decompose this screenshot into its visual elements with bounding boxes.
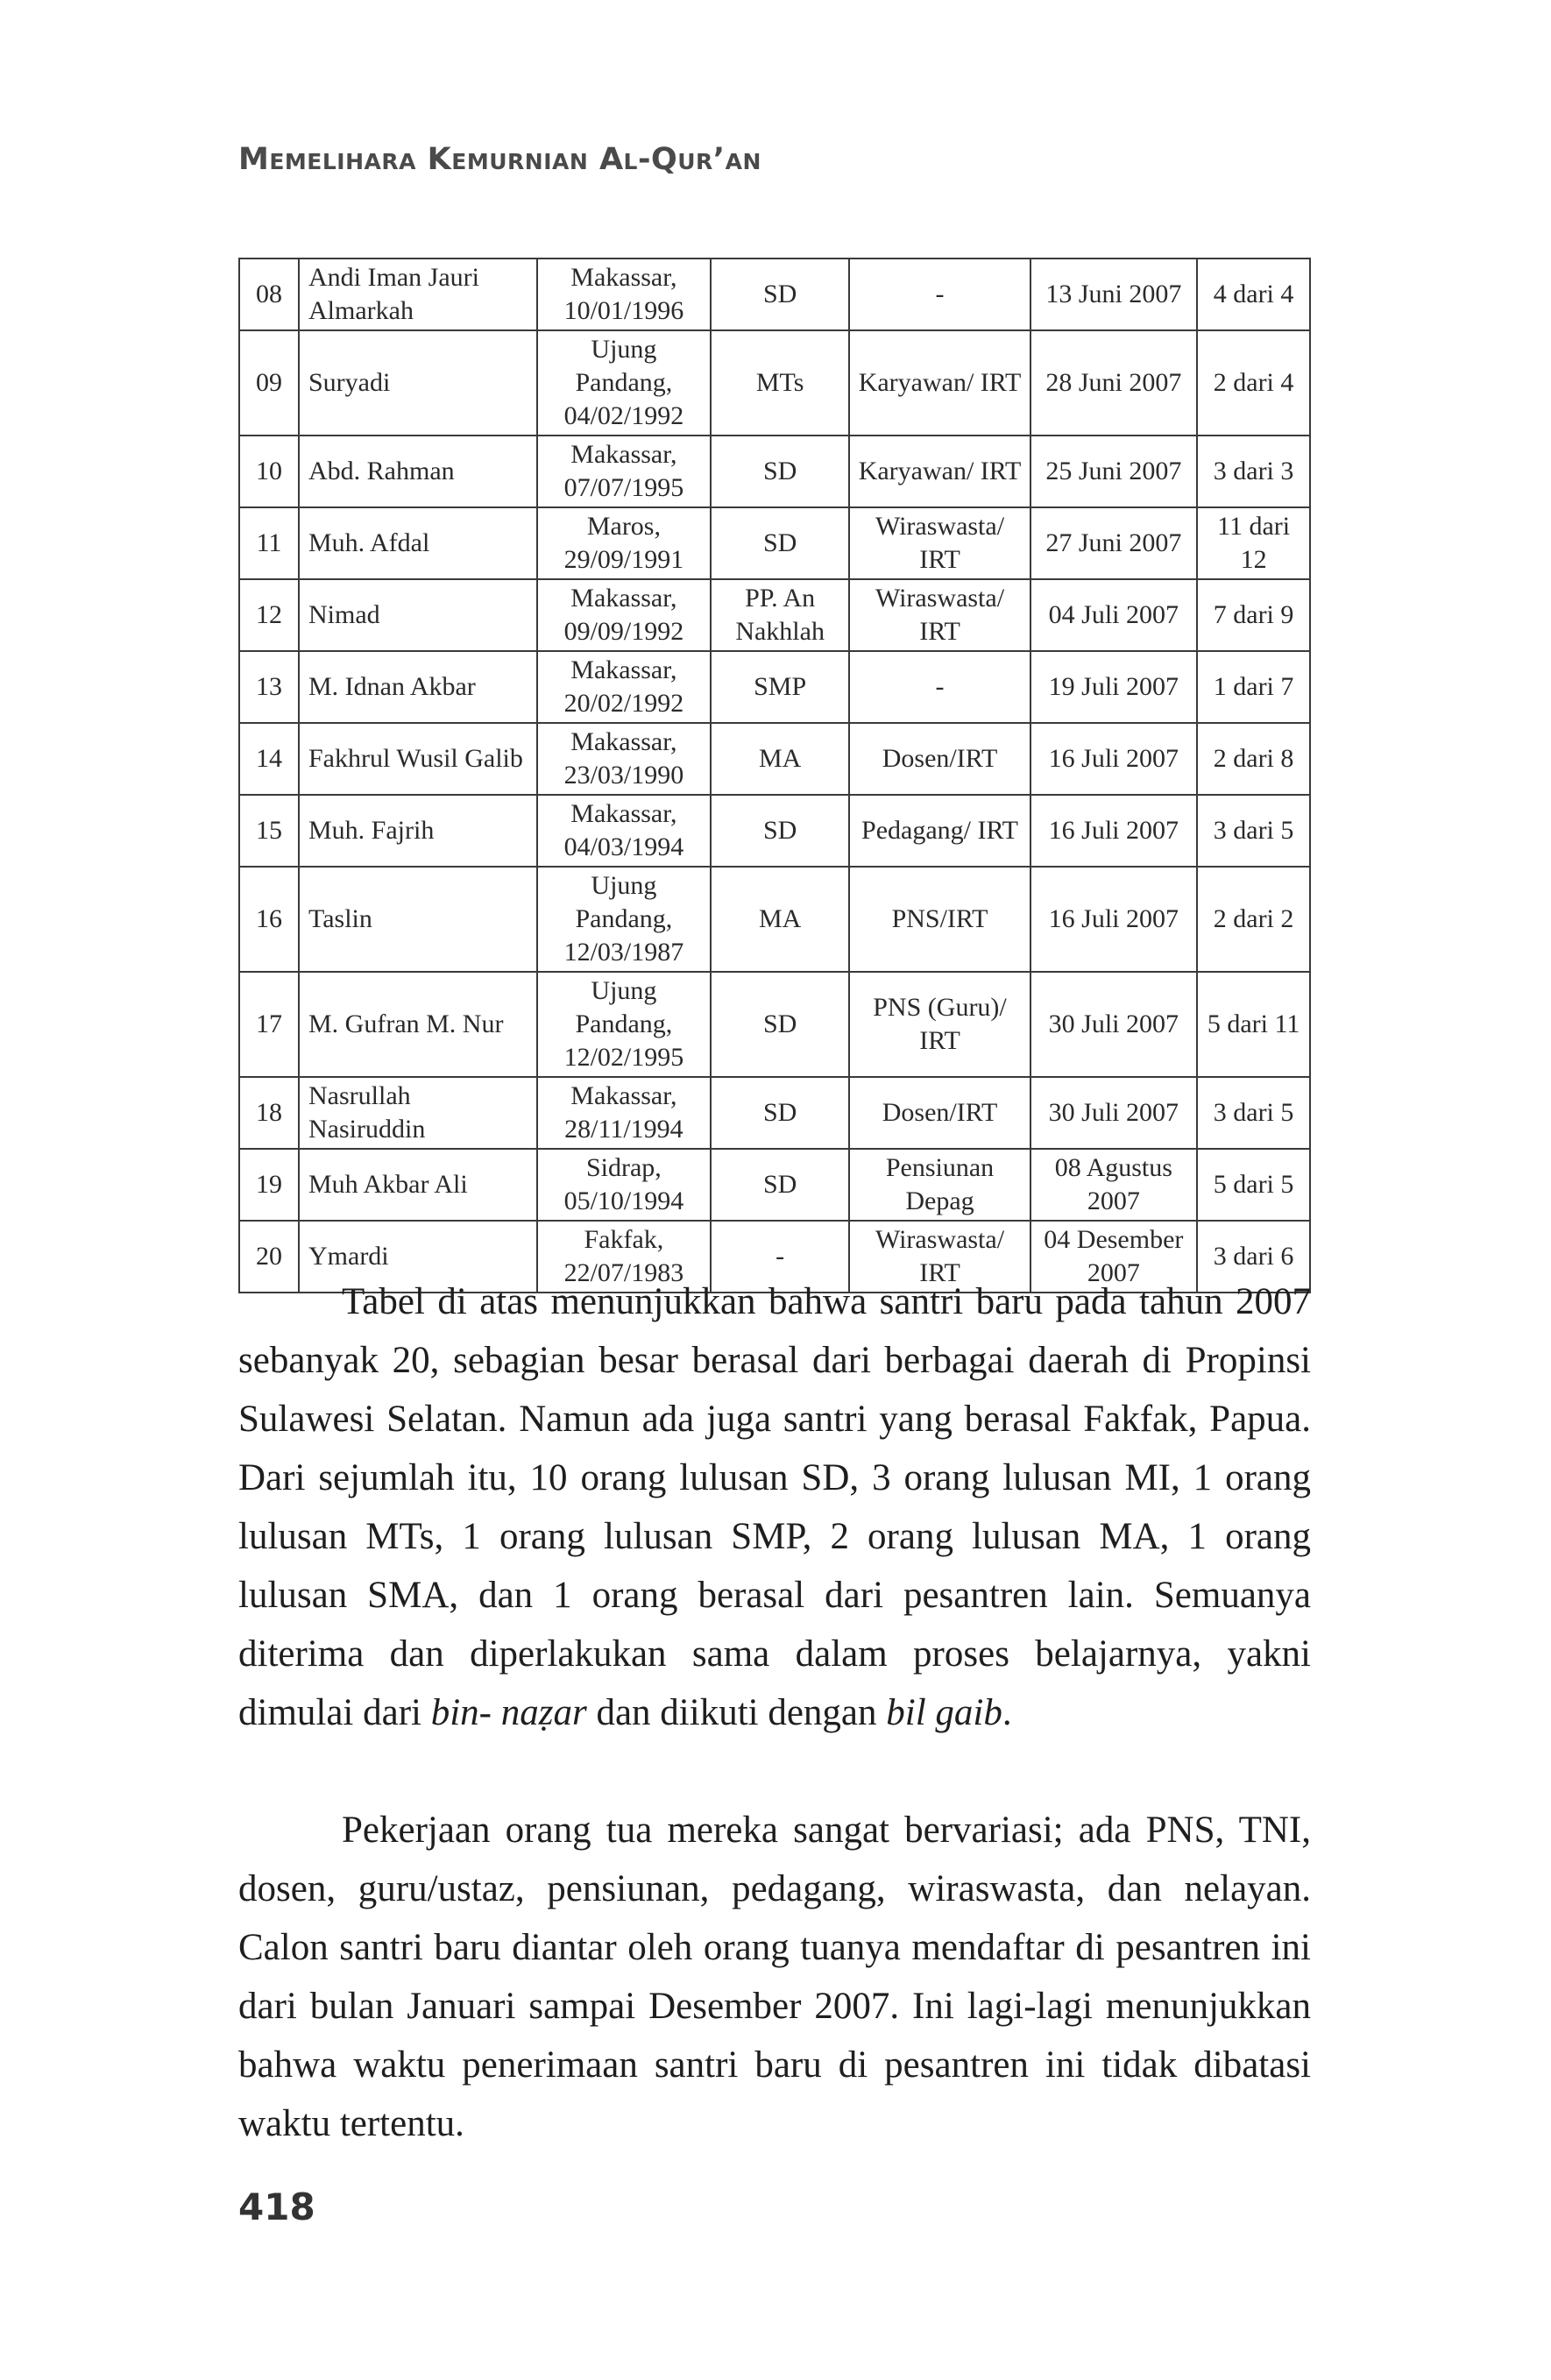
registration-date-cell: 27 Juni 2007 (1030, 507, 1198, 579)
education-cell: MA (711, 867, 850, 972)
table-row (239, 651, 1310, 723)
registration-date-cell: 30 Juli 2007 (1030, 972, 1198, 1077)
parent-occupation-cell: PNS (Guru)/ IRT (849, 972, 1030, 1077)
row-number-cell: 19 (239, 1149, 299, 1221)
parent-occupation-cell: PNS/IRT (849, 867, 1030, 972)
table-body (239, 259, 1310, 1293)
registration-date-cell: 28 Juni 2007 (1030, 330, 1198, 436)
child-order-cell: 3 dari 6 (1197, 1221, 1310, 1293)
student-name-cell: Muh. Afdal (299, 507, 537, 579)
table-row (239, 795, 1310, 867)
paragraph-1 (238, 1272, 1311, 1742)
student-name-cell: Fakhrul Wusil Galib (299, 723, 537, 795)
parent-occupation-cell: Dosen/IRT (849, 723, 1030, 795)
table-row (239, 436, 1310, 507)
education-cell: SD (711, 795, 850, 867)
student-name-cell: Abd. Rahman (299, 436, 537, 507)
student-name-cell: Andi Iman Jauri Almarkah (299, 259, 537, 330)
table-row (239, 259, 1310, 330)
birth-place-date-cell: Makassar, 10/01/1996 (537, 259, 711, 330)
parent-occupation-cell: - (849, 651, 1030, 723)
row-number-cell: 18 (239, 1077, 299, 1149)
registration-date-cell: 13 Juni 2007 (1030, 259, 1198, 330)
education-cell: SD (711, 972, 850, 1077)
education-cell: SD (711, 1149, 850, 1221)
student-name-cell: Nimad (299, 579, 537, 651)
page-number: 418 (238, 2185, 315, 2228)
term-bin-nazar: bin- naẓar (430, 1692, 587, 1733)
parent-occupation-cell: Karyawan/ IRT (849, 436, 1030, 507)
parent-occupation-cell: Pensiunan Depag (849, 1149, 1030, 1221)
birth-place-date-cell: Makassar, 04/03/1994 (537, 795, 711, 867)
student-name-cell: Suryadi (299, 330, 537, 436)
row-number-cell: 12 (239, 579, 299, 651)
registration-date-cell: 08 Agustus 2007 (1030, 1149, 1198, 1221)
row-number-cell: 08 (239, 259, 299, 330)
table-row (239, 579, 1310, 651)
registration-date-cell: 04 Juli 2007 (1030, 579, 1198, 651)
parent-occupation-cell: Dosen/IRT (849, 1077, 1030, 1149)
child-order-cell: 5 dari 5 (1197, 1149, 1310, 1221)
education-cell: SD (711, 259, 850, 330)
birth-place-date-cell: Ujung Pandang, 12/03/1987 (537, 867, 711, 972)
table-row (239, 972, 1310, 1077)
row-number-cell: 13 (239, 651, 299, 723)
child-order-cell: 3 dari 3 (1197, 436, 1310, 507)
education-cell: PP. An Nakhlah (711, 579, 850, 651)
parent-occupation-cell: Wiraswasta/ IRT (849, 579, 1030, 651)
child-order-cell: 3 dari 5 (1197, 1077, 1310, 1149)
education-cell: MTs (711, 330, 850, 436)
parent-occupation-cell: Wiraswasta/ IRT (849, 1221, 1030, 1293)
child-order-cell: 2 dari 2 (1197, 867, 1310, 972)
parent-occupation-cell: - (849, 259, 1030, 330)
education-cell: SD (711, 436, 850, 507)
registration-date-cell: 04 Desember 2007 (1030, 1221, 1198, 1293)
birth-place-date-cell: Ujung Pandang, 12/02/1995 (537, 972, 711, 1077)
row-number-cell: 10 (239, 436, 299, 507)
table-row (239, 507, 1310, 579)
table-row (239, 723, 1310, 795)
parent-occupation-cell: Karyawan/ IRT (849, 330, 1030, 436)
birth-place-date-cell: Maros, 29/09/1991 (537, 507, 711, 579)
student-name-cell: M. Idnan Akbar (299, 651, 537, 723)
student-name-cell: Muh. Fajrih (299, 795, 537, 867)
registration-date-cell: 30 Juli 2007 (1030, 1077, 1198, 1149)
registration-date-cell: 25 Juni 2007 (1030, 436, 1198, 507)
child-order-cell: 7 dari 9 (1197, 579, 1310, 651)
row-number-cell: 20 (239, 1221, 299, 1293)
term-bil-gaib: bil gaib (886, 1692, 1002, 1733)
education-cell: SMP (711, 651, 850, 723)
running-header: Memelihara Kemurnian Al-Qur’an (238, 142, 761, 177)
child-order-cell: 2 dari 8 (1197, 723, 1310, 795)
row-number-cell: 17 (239, 972, 299, 1077)
table-row (239, 1149, 1310, 1221)
birth-place-date-cell: Sidrap, 05/10/1994 (537, 1149, 711, 1221)
birth-place-date-cell: Ujung Pandang, 04/02/1992 (537, 330, 711, 436)
education-cell: SD (711, 507, 850, 579)
parent-occupation-cell: Wiraswasta/ IRT (849, 507, 1030, 579)
row-number-cell: 09 (239, 330, 299, 436)
paragraph-2-text: Pekerjaan orang tua mereka sangat bervariasi; ada PNS, TNI, dosen, guru/ustaz, pensiunan, pedagang, wiraswasta, dan nelayan. Calon santri baru diantar oleh orang tuanya mendaftar di pesantren ini dari bulan Januari sampai Desember 2007. Ini lagi-lagi menunjukkan bahwa waktu penerimaan santri baru di pesantren ini tidak dibatasi waktu tertentu. (238, 1810, 1311, 2144)
parent-occupation-cell: Pedagang/ IRT (849, 795, 1030, 867)
student-name-cell: Muh Akbar Ali (299, 1149, 537, 1221)
child-order-cell: 5 dari 11 (1197, 972, 1310, 1077)
table-row (239, 330, 1310, 436)
paragraph-1-text: Tabel di atas menunjukkan bahwa santri baru pada tahun 2007 sebanyak 20, sebagian besar berasal dari berbagai daerah di Propinsi Sulawesi Selatan. Namun ada juga santri yang berasal Fakfak, Papua. Dari sejumlah itu, 10 orang lulusan SD, 3 orang lulusan MI, 1 orang lulusan MTs, 1 orang lulusan SMP, 2 orang lulusan MA, 1 orang lulusan SMA, dan 1 orang berasal dari pesantren lain. Semuanya diterima dan diperlakukan sama dalam proses belajarnya, yakni dimulai dari (238, 1281, 1311, 1733)
table-row (239, 1077, 1310, 1149)
child-order-cell: 4 dari 4 (1197, 259, 1310, 330)
child-order-cell: 3 dari 5 (1197, 795, 1310, 867)
child-order-cell: 2 dari 4 (1197, 330, 1310, 436)
birth-place-date-cell: Makassar, 09/09/1992 (537, 579, 711, 651)
birth-place-date-cell: Makassar, 07/07/1995 (537, 436, 711, 507)
registration-date-cell: 19 Juli 2007 (1030, 651, 1198, 723)
birth-place-date-cell: Makassar, 28/11/1994 (537, 1077, 711, 1149)
student-name-cell: Ymardi (299, 1221, 537, 1293)
education-cell: SD (711, 1077, 850, 1149)
birth-place-date-cell: Fakfak, 22/07/1983 (537, 1221, 711, 1293)
student-name-cell: Taslin (299, 867, 537, 972)
registration-date-cell: 16 Juli 2007 (1030, 795, 1198, 867)
child-order-cell: 1 dari 7 (1197, 651, 1310, 723)
row-number-cell: 11 (239, 507, 299, 579)
birth-place-date-cell: Makassar, 23/03/1990 (537, 723, 711, 795)
paragraph-1-connector: dan diikuti dengan (596, 1692, 877, 1733)
table-row (239, 867, 1310, 972)
registration-date-cell: 16 Juli 2007 (1030, 723, 1198, 795)
education-cell: MA (711, 723, 850, 795)
education-cell: - (711, 1221, 850, 1293)
paragraph-1-end: . (1002, 1692, 1012, 1733)
row-number-cell: 14 (239, 723, 299, 795)
row-number-cell: 15 (239, 795, 299, 867)
santri-table (238, 258, 1311, 1293)
paragraph-2 (238, 1801, 1311, 2153)
birth-place-date-cell: Makassar, 20/02/1992 (537, 651, 711, 723)
student-name-cell: Nasrullah Nasiruddin (299, 1077, 537, 1149)
row-number-cell: 16 (239, 867, 299, 972)
student-name-cell: M. Gufran M. Nur (299, 972, 537, 1077)
child-order-cell: 11 dari 12 (1197, 507, 1310, 579)
registration-date-cell: 16 Juli 2007 (1030, 867, 1198, 972)
